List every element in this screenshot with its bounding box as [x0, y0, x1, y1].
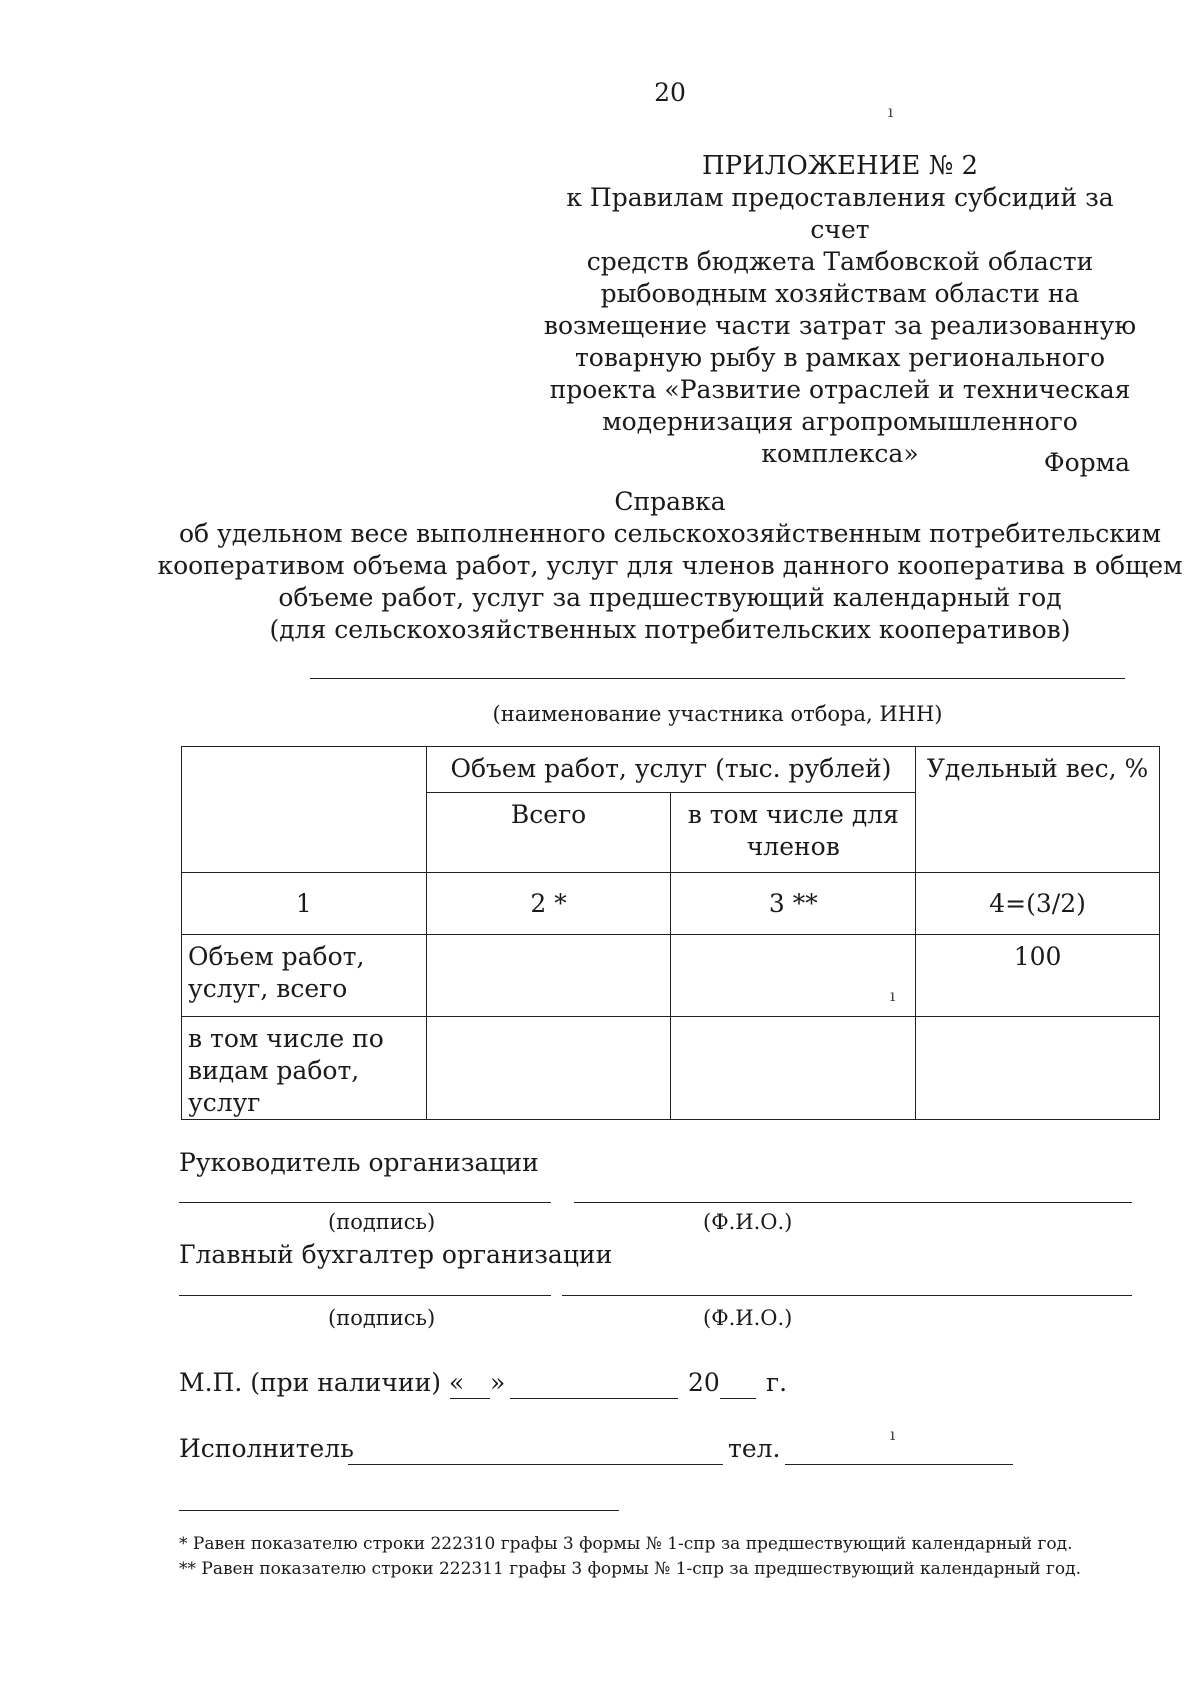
spravka-line: кооперативом объема работ, услуг для членов данного кооператива в общем	[157, 551, 1183, 580]
row-weight-cell[interactable]: 100	[916, 935, 1160, 1017]
executor-label: Исполнитель	[179, 1434, 354, 1463]
row-members-cell[interactable]	[671, 1017, 916, 1120]
form-label: Форма	[1043, 448, 1130, 477]
phone-label: тел.	[728, 1434, 781, 1463]
head-fio-line[interactable]	[574, 1202, 1132, 1203]
row-total-cell[interactable]	[426, 1017, 671, 1120]
scan-mark-icon: ı	[888, 102, 894, 121]
date-year-line[interactable]	[720, 1398, 756, 1399]
year-prefix: 20	[688, 1368, 720, 1397]
annex-block	[540, 150, 1140, 470]
annex-line: рыбоводным хозяйствам области на	[600, 279, 1080, 308]
head-title: Руководитель организации	[179, 1148, 539, 1177]
accountant-fio-caption: (Ф.И.О.)	[703, 1306, 793, 1330]
scan-mark-icon: ı	[890, 1425, 896, 1444]
header-volume: Объем работ, услуг (тыс. рублей)	[426, 747, 915, 793]
row-weight-cell[interactable]	[916, 1017, 1160, 1120]
date-day-line[interactable]	[450, 1398, 490, 1399]
col-number: 2 *	[426, 873, 671, 935]
head-fio-caption: (Ф.И.О.)	[703, 1210, 793, 1234]
head-signature-caption: (подпись)	[328, 1210, 436, 1234]
participant-caption: (наименование участника отбора, ИНН)	[492, 702, 943, 726]
footnote-2: ** Равен показателю строки 222311 графы 3 формы № 1-спр за предшествующий календарный год.	[179, 1559, 1082, 1579]
head-signature-line[interactable]	[179, 1202, 551, 1203]
footnote-separator	[179, 1510, 619, 1511]
annex-line: средств бюджета Тамбовской области	[586, 247, 1094, 276]
spravka-line: объеме работ, услуг за предшествующий календарный год	[278, 583, 1062, 612]
accountant-signature-caption: (подпись)	[328, 1306, 436, 1330]
date-month-line[interactable]	[510, 1398, 678, 1399]
executor-line[interactable]	[348, 1464, 723, 1465]
header-empty-cell	[182, 747, 427, 873]
accountant-signature-line[interactable]	[179, 1295, 551, 1296]
mp-quote-close: »	[490, 1368, 506, 1397]
header-members: в том числе для членов	[671, 793, 916, 873]
annex-line: к Правилам предоставления субсидий за счет	[566, 183, 1114, 244]
page-number: 20	[654, 78, 686, 107]
footnotes	[179, 1532, 1139, 1582]
annex-line: возмещение части затрат за реализованную	[543, 311, 1137, 340]
spravka-block	[140, 486, 1200, 646]
row-members-cell[interactable]	[671, 935, 916, 1017]
col-number: 1	[182, 873, 427, 935]
spravka-line: об удельном весе выполненного сельскохозяйственным потребительским	[178, 519, 1162, 548]
scan-mark-icon: ı	[890, 986, 896, 1005]
col-number: 3 **	[671, 873, 916, 935]
header-total: Всего	[426, 793, 671, 873]
participant-name-line[interactable]	[310, 678, 1125, 679]
row-total-cell[interactable]	[426, 935, 671, 1017]
volume-table	[181, 746, 1160, 1120]
header-weight: Удельный вес, %	[916, 747, 1160, 873]
phone-line[interactable]	[785, 1464, 1013, 1465]
accountant-fio-line[interactable]	[562, 1295, 1132, 1296]
year-suffix: г.	[766, 1368, 788, 1397]
accountant-title: Главный бухгалтер организации	[179, 1240, 613, 1269]
annex-line: товарную рыбу в рамках регионального	[574, 343, 1106, 372]
annex-title: ПРИЛОЖЕНИЕ № 2	[701, 151, 979, 181]
spravka-title: Справка	[614, 487, 726, 516]
row-label: Объем работ, услуг, всего	[182, 935, 427, 1017]
mp-label: М.П. (при наличии) «	[179, 1368, 465, 1397]
annex-line: проекта «Развитие отраслей и техническая	[549, 375, 1131, 404]
annex-line: модернизация агропромышленного комплекса»	[602, 407, 1078, 468]
row-label: в том числе по видам работ, услуг	[182, 1017, 427, 1120]
col-number: 4=(3/2)	[916, 873, 1160, 935]
footnote-1: * Равен показателю строки 222310 графы 3 формы № 1-спр за предшествующий календарный год.	[179, 1534, 1073, 1554]
spravka-line: (для сельскохозяйственных потребительских кооперативов)	[269, 615, 1071, 644]
